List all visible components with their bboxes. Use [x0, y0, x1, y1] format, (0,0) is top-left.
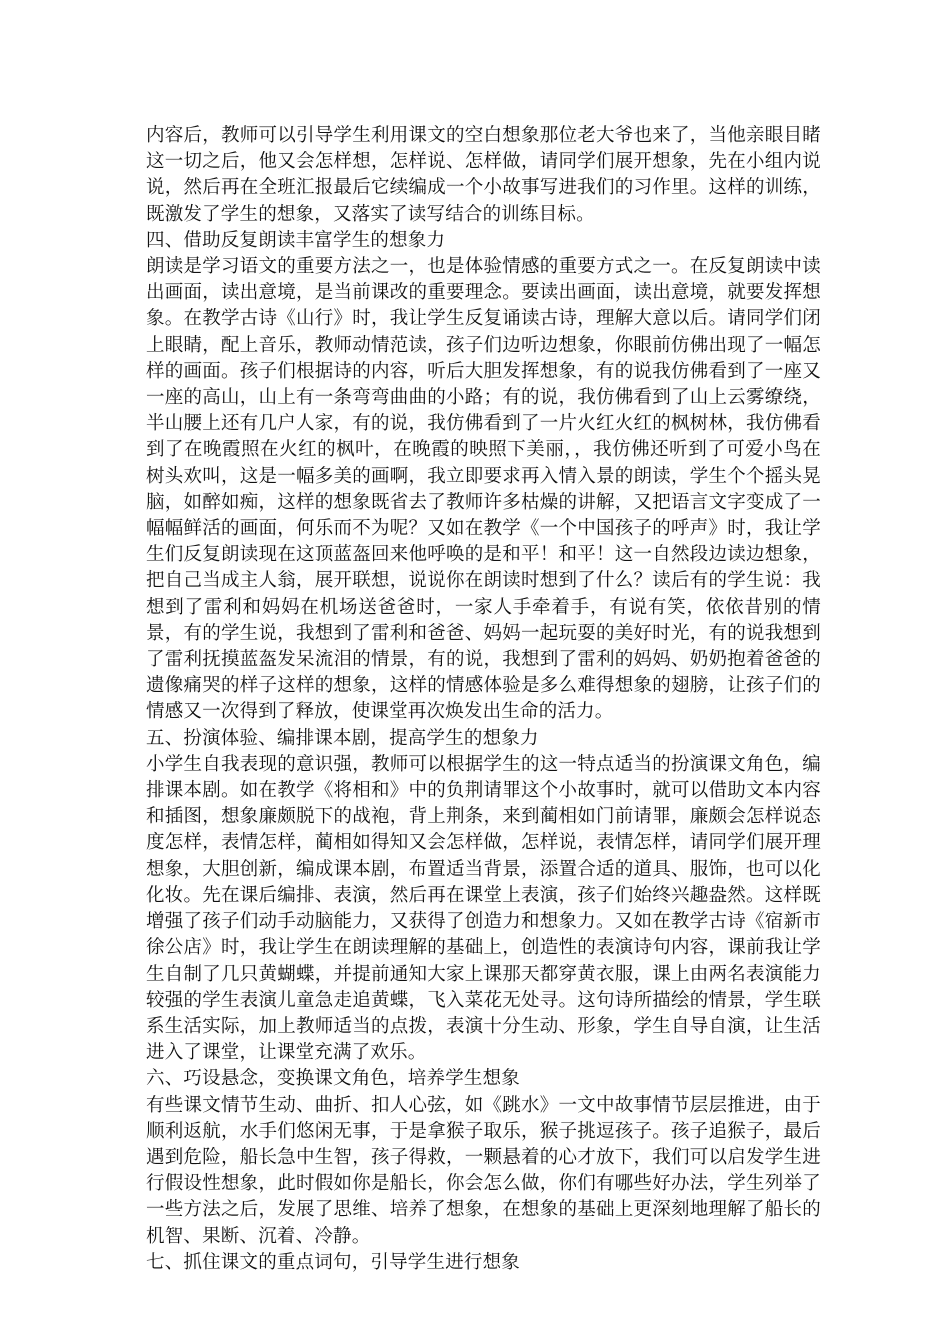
paragraph-intro: 内容后，教师可以引导学生利用课文的空白想象那位老大爷也来了，当他亲眼目睹这一切之后，他又会怎样想，怎样说、怎样做，请同学们展开想象，先在小组内说说，然后再在全班汇报最后它续编成一个小故事写进我们的习作里。这样的训练，既激发了学生的想象，又落实了读写结合的训练目标。	[146, 125, 821, 225]
section-heading-4: 四、借助反复朗读丰富学生的想象力	[146, 229, 446, 251]
paragraph-section-4: 朗读是学习语文的重要方法之一，也是体验情感的重要方式之一。在反复朗读中读出画面，读出意境，是当前课改的重要理念。要读出画面，读出意境，就要发挥想象。在教学古诗《山行》时，我让学生反复诵读古诗，理解大意以后。请同学们闭上眼睛，配上音乐，教师动情范读，孩子们边听边想象，你眼前仿佛出现了一幅怎样的画面。孩子们根据诗的内容，听后大胆发挥想象，有的说我仿佛看到了一座又一座的高山，山上有一条弯弯曲曲的小路；有的说，我仿佛看到了山上云雾缭绕，半山腰上还有几户人家，有的说，我仿佛看到了一片火红火红的枫树林，我仿佛看到了在晚霞照在火红的枫叶，在晚霞的映照下美丽，，我仿佛还听到了可爱小鸟在树头欢叫，这是一幅多美的画啊，我立即要求再入情入景的朗读，学生个个摇头晃脑，如醉如痴，这样的想象既省去了教师许多枯燥的讲解，又把语言文字变成了一幅幅鲜活的画面，何乐而不为呢？又如在教学《一个中国孩子的呼声》时，我让学生们反复朗读现在这顶蓝盔回来他呼唤的是和平！和平！这一自然段边读边想象，把自己当成主人翁，展开联想，说说你在朗读时想到了什么？读后有的学生说：我想到了雷利和妈妈在机场送爸爸时，一家人手牵着手，有说有笑，依依昔别的情景，有的学生说，我想到了雷利和爸爸、妈妈一起玩耍的美好时光，有的说我想到了雷利抚摸蓝盔发呆流泪的情景，有的说，我想到了雷利的妈妈、奶奶抱着爸爸的遗像痛哭的样子这样的想象，这样的情感体验是多么难得想象的翅膀，让孩子们的情感又一次得到了释放，使课堂再次焕发出生命的活力。	[146, 256, 821, 723]
paragraph-section-6: 有些课文情节生动、曲折、扣人心弦，如《跳水》一文中故事情节层层推进，由于顺利返航，水手们悠闲无事，于是拿猴子取乐，猴子挑逗孩子。孩子追猴子，最后遇到危险，船长急中生智，孩子得救，一颗悬着的心才放下，我们可以启发学生进行假设性想象，此时假如你是船长，你会怎么做，你们有哪些好办法，学生列举了一些方法之后，发展了思维、培养了想象，在想象的基础上更深刻地理解了船长的机智、果断、沉着、冷静。	[146, 1094, 821, 1247]
section-heading-6: 六、巧设悬念，变换课文角色，培养学生想象	[146, 1068, 521, 1090]
section-heading-5: 五、扮演体验、编排课本剧，提高学生的想象力	[146, 727, 539, 749]
body-text	[146, 123, 821, 1276]
section-heading-7: 七、抓住课文的重点词句，引导学生进行想象	[146, 1251, 521, 1273]
paragraph-section-5: 小学生自我表现的意识强，教师可以根据学生的这一特点适当的扮演课文角色，编排课本剧。如在教学《将相和》中的负荆请罪这个小故事时，就可以借助文本内容和插图，想象廉颇脱下的战袍，背上荆条，来到蔺相如门前请罪，廉颇会怎样说态度怎样，表情怎样，蔺相如得知又会怎样做，怎样说，表情怎样，请同学们展开理想象，大胆创新，编成课本剧，布置适当背景，添置合适的道具、服饰，也可以化化妆。先在课后编排、表演，然后再在课堂上表演，孩子们始终兴趣盎然。这样既增强了孩子们动手动脑能力，又获得了创造力和想象力。又如在教学古诗《宿新市徐公店》时，我让学生在朗读理解的基础上，创造性的表演诗句内容，课前我让学生自制了几只黄蝴蝶，并提前通知大家上课那天都穿黄衣服，课上由两名表演能力较强的学生表演儿童急走追黄蝶，飞入菜花无处寻。这句诗所描绘的情景，学生联系生活实际，加上教师适当的点拨，表演十分生动、形象，学生自导自演，让生活进入了课堂，让课堂充满了欢乐。	[146, 753, 821, 1064]
